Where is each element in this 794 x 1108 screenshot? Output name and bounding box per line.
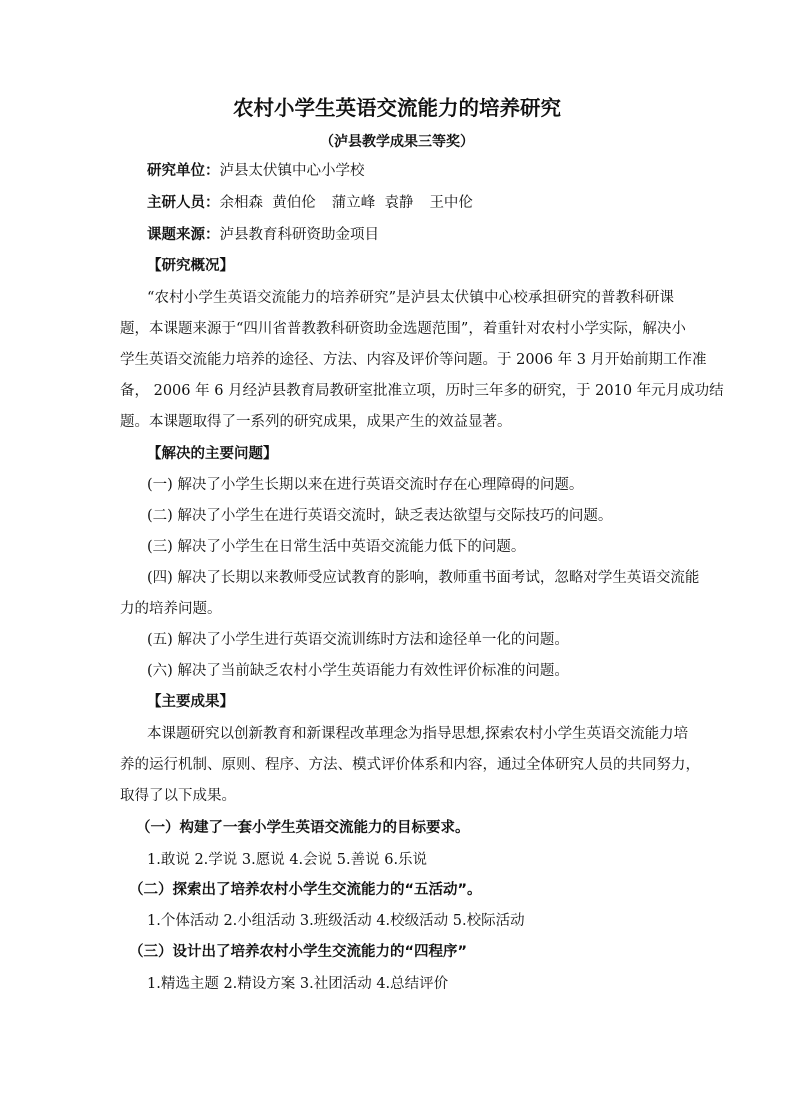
researcher-name: 袁静 [384,195,414,211]
source-label: 课题来源： [147,227,220,243]
problem-item: 力的培养问题。 [120,601,222,617]
problem-item: (一) 解决了小学生长期以来在进行英语交流时存在心理障碍的问题。 [147,477,584,493]
overview-line: 学生英语交流能力培养的途径、方法、内容及评价等问题。于 2006 年 3 月开始前期工作准 [120,352,707,368]
researchers-label: 主研人员： [147,195,220,211]
results-line: 取得了以下成果。 [120,788,236,804]
overview-line: 题。本课题取得了一系列的研究成果，成果产生的效益显著。 [120,414,512,430]
overview-line: 题，本课题来源于“四川省普教教科研资助金选题范围”，着重针对农村小学实际，解决小 [120,321,686,337]
researcher-name: 黄伯伦 [272,195,316,211]
researchers-row [147,193,473,213]
researcher-name: 王中伦 [429,195,473,211]
result-section-content: 1.个体活动 2.小组活动 3.班级活动 4.校级活动 5.校际活动 [147,913,525,929]
source-row [147,225,379,245]
problems-heading: 【解决的主要问题】 [147,446,278,462]
overview-line: “农村小学生英语交流能力的培养研究”是泸县太伏镇中心校承担研究的普教科研课 [147,290,674,306]
research-unit-label: 研究单位： [147,163,220,179]
results-line: 本课题研究以创新教育和新课程改革理念为指导思想,探索农村小学生英语交流能力培 [147,726,689,742]
problem-item: (四) 解决了长期以来教师受应试教育的影响，教师重书面考试，忽略对学生英语交流能 [147,570,700,586]
result-section-heading: （三）设计出了培养农村小学生交流能力的“四程序” [129,944,468,960]
result-section-content: 1.敢说 2.学说 3.愿说 4.会说 5.善说 6.乐说 [147,852,428,868]
document-subtitle: （泸县教学成果三等奖） [320,134,474,150]
research-unit-value: 泸县太伏镇中心小学校 [219,163,365,179]
overview-heading: 【研究概况】 [147,258,234,274]
researcher-name: 余相森 [219,195,263,211]
overview-line: 备， 2006 年 6 月经泸县教育局教研室批准立项，历时三年多的研究，于 2010 年元月成功结 [120,383,724,399]
source-value: 泸县教育科研资助金项目 [219,227,379,243]
document-title: 农村小学生英语交流能力的培养研究 [233,96,561,120]
results-heading: 【主要成果】 [147,694,234,710]
research-unit-row [147,161,365,181]
result-section-content: 1.精选主题 2.精设方案 3.社团活动 4.总结评价 [147,976,449,992]
results-line: 养的运行机制、原则、程序、方法、模式评价体系和内容，通过全体研究人员的共同努力， [120,757,700,773]
result-section-heading: （一）构建了一套小学生英语交流能力的目标要求。 [136,820,470,836]
result-section-heading: （二）探索出了培养农村小学生交流能力的“五活动”。 [129,882,482,898]
problem-item: (六) 解决了当前缺乏农村小学生英语能力有效性评价标准的问题。 [147,663,569,679]
problem-item: (五) 解决了小学生进行英语交流训练时方法和途径单一化的问题。 [147,632,569,648]
problem-item: (二) 解决了小学生在进行英语交流时，缺乏表达欲望与交际技巧的问题。 [147,508,613,524]
researcher-name: 蒲立峰 [331,195,376,211]
problem-item: (三) 解决了小学生在日常生活中英语交流能力低下的问题。 [147,539,526,555]
